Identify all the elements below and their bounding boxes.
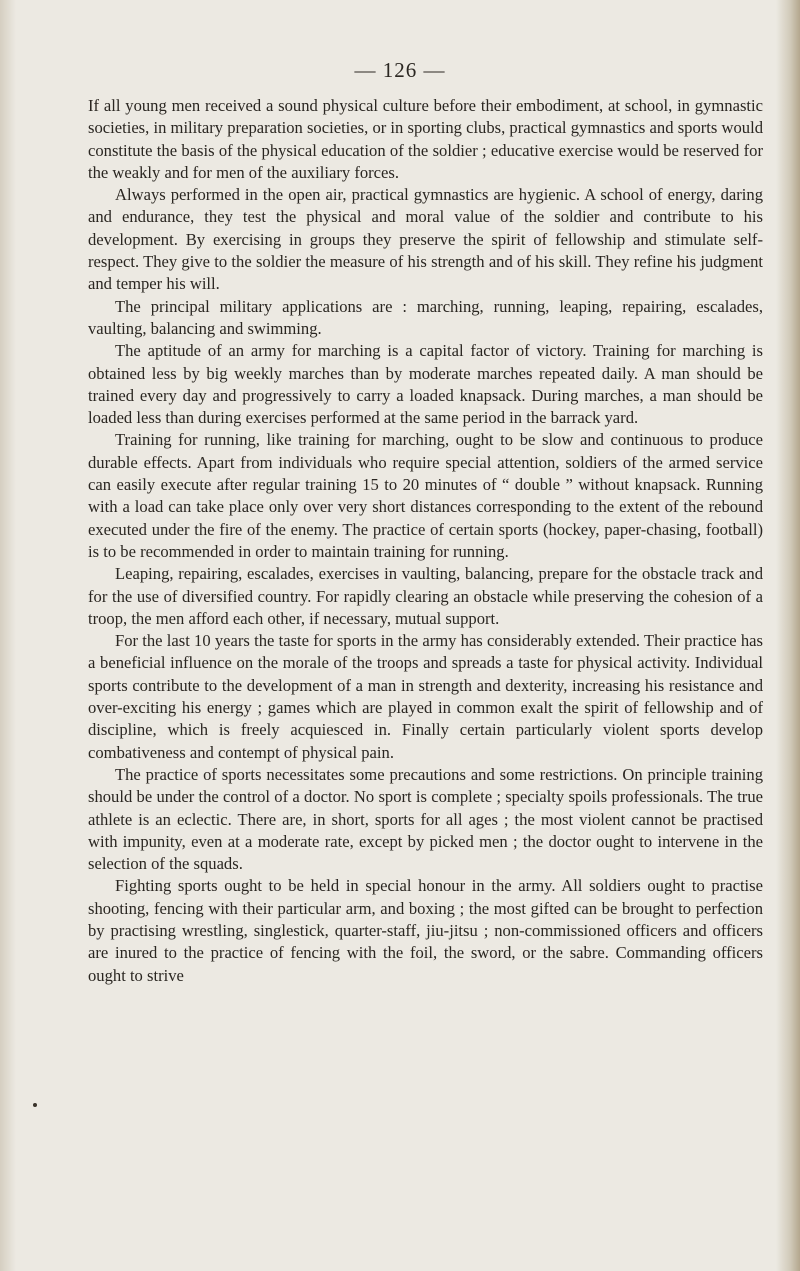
paragraph-running: Training for running, like training for marching, ought to be slow and continuous to produce durable effects. Apart from individuals who require special attention, soldiers of the armed service can easily execute after regular training 15 to 20 minutes of “ double ” without knapsack. Running with a load can take place only over very short distances corresponding to the extent of the rebound executed under the fire of the enemy. The practice of certain sports (hockey, paper-chasing, football) is to be recommended in order to maintain training for running. [88,430,763,561]
paragraph-sports-in-army: For the last 10 years the taste for sports in the army has considerably extended. Their practice has a beneficial influence on the morale of the troops and spreads a taste for physical activity. Individual sports contribute to the development of a man in strength and dexterity, increasing his resistance and over-exciting his energy ; games which are played in common exalt the spirit of fellowship and of discipline, which is freely acquiesced in. Finally certain particularly violent sports develop combativeness and contempt of physical pain. [88,631,763,762]
ink-speck [33,1103,37,1107]
paragraph-precautions: The practice of sports necessitates some precautions and some restrictions. On principle training should be under the control of a doctor. No sport is complete ; specialty spoils professionals. The true athlete is an eclectic. There are, in short, sports for all ages ; the most violent cannot be practised with impunity, even at a moderate rate, except by picked men ; the doctor ought to intervene in the selection of the squads. [88,764,763,874]
paragraph-military-applications: The principal military applications are : marching, running, leaping, repairing, escalades, vaulting, balancing and swimming. [88,296,763,338]
body-text [88,95,763,987]
paragraph-marching: The aptitude of an army for marching is a capital factor of victory. Training for marching is obtained less by big weekly marches than by moderate marches repeated daily. A man should be trained every day and progressively to carry a loaded knapsack. During marches, a man should be loaded less than during exercises performed at the same period in the barrack yard. [88,341,763,428]
paragraph-open-air-gymnastics: Always performed in the open air, practical gymnastics are hygienic. A school of energy, daring and endurance, they test the physical and moral value of the soldier and contribute to his development. By exercising in groups they preserve the spirit of fellowship and stimulate self-respect. They give to the soldier the measure of his strength and of his skill. They refine his judgment and temper his will. [88,185,763,294]
paragraph-fighting-sports: Fighting sports ought to be held in special honour in the army. All soldiers ought to practise shooting, fencing with their particular arm, and boxing ; the most gifted can be brought to perfection by practising wrestling, singlestick, quarter-staff, jiu-jitsu ; non-commissioned officers and officers are inured to the practice of fencing with the foil, the sword, or the sabre. Commanding officers ought to strive [88,876,763,985]
page-number: — 126 — [354,58,446,82]
paragraph-physical-culture: If all young men received a sound physical culture before their embodiment, at school, in gymnastic societies, in military preparation societies, or in sporting clubs, practical gymnastics and sports would constitute the basis of the physical education of the soldier ; educative exercise would be reserved for the weakly and for men of the auxiliary forces. [88,96,763,182]
page-left-edge-shadow [0,0,16,1271]
page-right-edge-shadow [776,0,800,1271]
paragraph-leaping: Leaping, repairing, escalades, exercises in vaulting, balancing, prepare for the obstacle track and for the use of diversified country. For rapidly clearing an obstacle while preserving the cohesion of a troop, the men afford each other, if necessary, mutual support. [88,564,763,628]
